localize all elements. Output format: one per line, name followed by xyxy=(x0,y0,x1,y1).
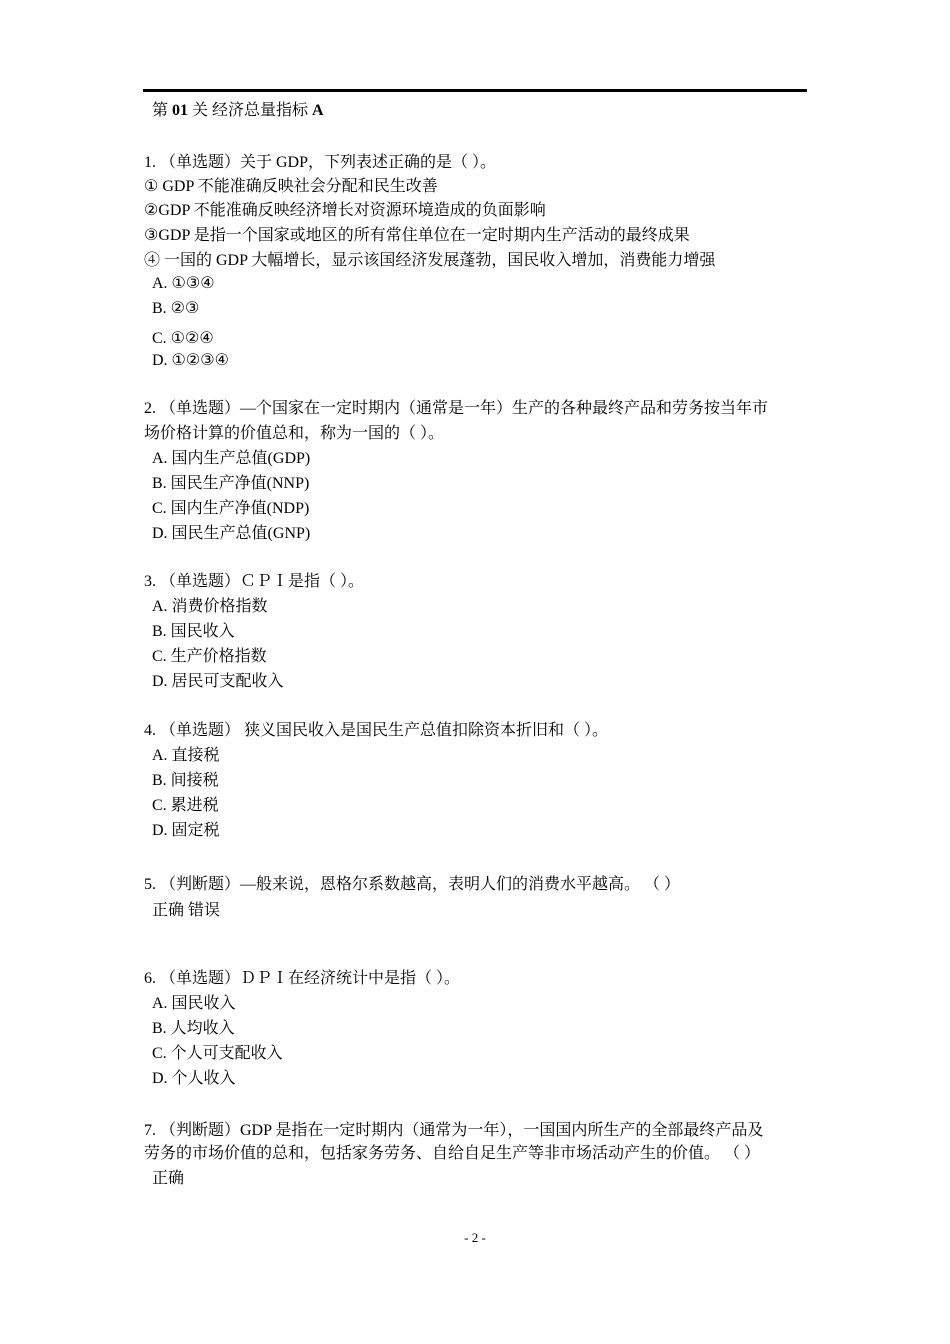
q2-option-d: D. 国民生产总值(GNP) xyxy=(152,525,311,542)
q3-option-a: A. 消费价格指数 xyxy=(152,598,268,615)
chapter-title xyxy=(152,100,324,122)
q2-option-b: B. 国民生产净值(NNP) xyxy=(152,475,310,492)
chapter-name: 关 经济总量指标 xyxy=(192,102,309,119)
q3-option-c: C. 生产价格指数 xyxy=(152,648,267,665)
q1-statement-1: ① GDP 不能准确反映社会分配和民生改善 xyxy=(144,178,438,195)
q6-stem: 6. （单选题）ＤＰＩ在经济统计中是指（ ）。 xyxy=(144,970,461,987)
q1-option-a: A. ①③④ xyxy=(152,275,215,292)
q3-stem: 3. （单选题）ＣＰＩ是指（ ）。 xyxy=(144,573,365,590)
q4-option-a: A. 直接税 xyxy=(152,747,220,764)
q4-stem: 4. （单选题） 狭义国民收入是国民生产总值扣除资本折旧和（ ）。 xyxy=(144,722,609,739)
q2-option-a: A. 国内生产总值(GDP) xyxy=(152,450,311,467)
q6-option-b: B. 人均收入 xyxy=(152,1020,235,1037)
q3-option-d: D. 居民可支配收入 xyxy=(152,673,284,690)
q7-answer: 正确 xyxy=(152,1170,185,1187)
q2-stem-line-1: 2. （单选题）—个国家在一定时期内（通常是一年）生产的各种最终产品和劳务按当年市 xyxy=(144,400,769,417)
q3-option-b: B. 国民收入 xyxy=(152,623,235,640)
q6-option-d: D. 个人收入 xyxy=(152,1070,236,1087)
q1-stem: 1. （单选题）关于 GDP，下列表述正确的是（ ）。 xyxy=(144,154,497,171)
header-rule xyxy=(143,89,807,92)
q4-option-d: D. 固定税 xyxy=(152,822,220,839)
q1-statement-2: ②GDP 不能准确反映经济增长对资源环境造成的负面影响 xyxy=(144,202,546,219)
q6-option-c: C. 个人可支配收入 xyxy=(152,1045,283,1062)
q1-option-c: C. ①②④ xyxy=(152,330,214,347)
q5-answer-choices: 正确 错误 xyxy=(152,902,221,919)
q5-stem: 5. （判断题）—般来说，恩格尔系数越高，表明人们的消费水平越高。 （ ） xyxy=(144,876,681,893)
q1-statement-3: ③GDP 是指一个国家或地区的所有常住单位在一定时期内生产活动的最终成果 xyxy=(144,227,690,244)
q6-option-a: A. 国民收入 xyxy=(152,995,236,1012)
q4-option-c: C. 累进税 xyxy=(152,797,219,814)
chapter-number: 01 xyxy=(172,102,189,119)
q7-stem-line-1: 7. （判断题）GDP 是指在一定时期内（通常为一年），一国国内所生产的全部最终产品及 xyxy=(144,1122,764,1139)
q2-option-c: C. 国内生产净值(NDP) xyxy=(152,500,310,517)
chapter-prefix: 第 xyxy=(152,102,169,119)
q1-option-b: B. ②③ xyxy=(152,300,200,317)
page-number: - 2 - xyxy=(464,1230,486,1245)
q4-option-b: B. 间接税 xyxy=(152,772,219,789)
q2-stem-line-2: 场价格计算的价值总和，称为一国的（ ）。 xyxy=(144,425,445,442)
q7-stem-line-2: 劳务的市场价值的总和，包括家务劳务、自给自足生产等非市场活动产生的价值。 （ ） xyxy=(144,1145,761,1162)
chapter-suffix: A xyxy=(312,102,324,119)
q1-statement-4: ④ 一国的 GDP 大幅增长，显示该国经济发展蓬勃，国民收入增加，消费能力增强 xyxy=(144,252,716,269)
q1-option-d: D. ①②③④ xyxy=(152,352,229,369)
